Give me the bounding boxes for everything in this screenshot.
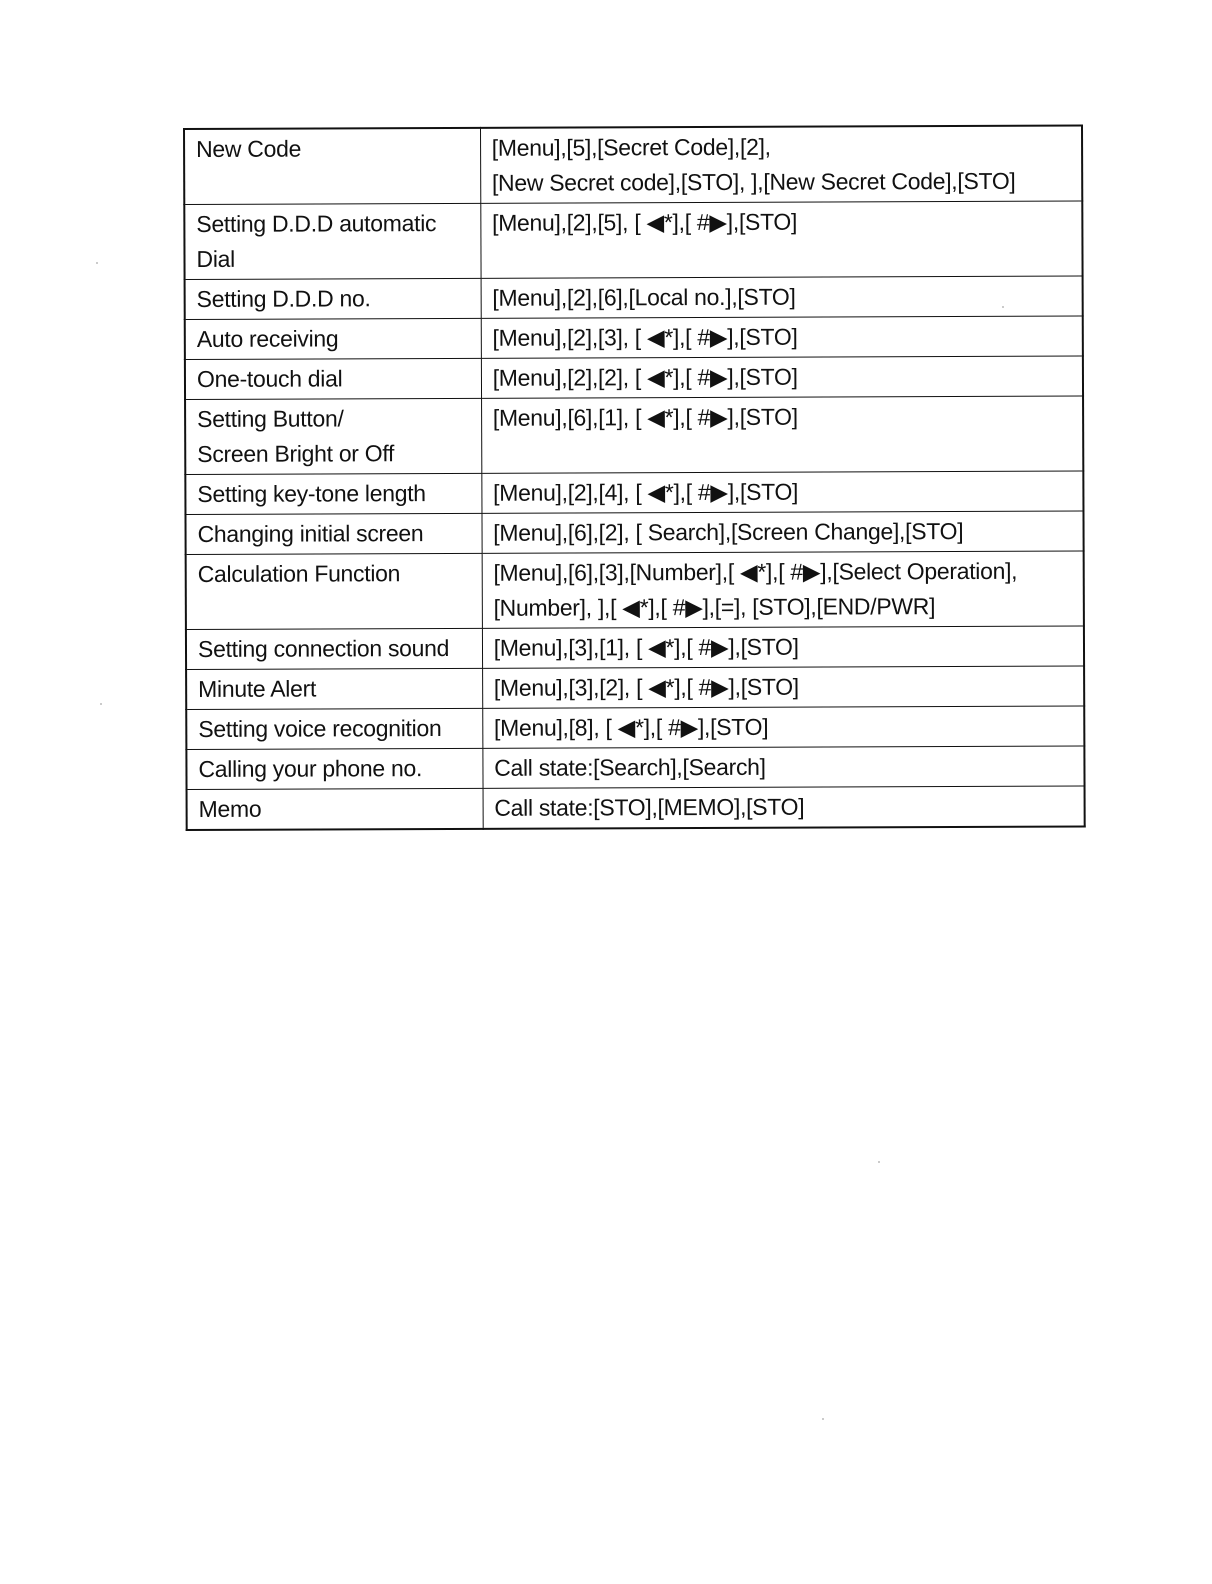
scan-speck: [1002, 306, 1004, 308]
key-sequence-text: [Menu],[6],[3],[Number],[ ◀*],[ #▶],[Select Operation],: [493, 557, 1018, 586]
function-text: Calculation Function: [197, 560, 401, 587]
function-text: Dial: [196, 245, 235, 272]
key-sequence-cell: [480, 126, 1082, 204]
function-text: Setting voice recognition: [198, 715, 442, 742]
key-sequence-cell: [481, 356, 1083, 398]
function-text: Screen Bright or Off: [197, 440, 395, 467]
function-text: Calling your phone no.: [198, 755, 423, 782]
table-row: [185, 396, 1083, 474]
function-cell: [184, 128, 480, 205]
key-sequence-cell: [482, 706, 1084, 748]
table-row: [185, 316, 1083, 359]
key-sequence-text: [Menu],[3],[1], [ ◀*],[ #▶],[STO]: [493, 633, 799, 661]
function-cell: [185, 278, 481, 319]
function-cell: [185, 318, 481, 359]
key-sequence-cell: [482, 626, 1084, 668]
table-row: [184, 201, 1082, 279]
key-sequence-text: [Number], ],[ ◀*],[ #▶],[=], [STO],[END/PWR]: [493, 593, 936, 621]
function-cell: [185, 358, 481, 399]
key-sequence-table: [183, 125, 1086, 831]
key-sequence-cell: [483, 746, 1085, 788]
key-sequence-text: [Menu],[8], [ ◀*],[ #▶],[STO]: [493, 713, 769, 741]
table-body: [184, 126, 1085, 830]
key-sequence-text: [Menu],[6],[2], [ Search],[Screen Change],[STO]: [493, 518, 964, 546]
table-row: [186, 551, 1084, 629]
table-row: [186, 746, 1084, 789]
key-sequence-text: [Menu],[2],[2], [ ◀*],[ #▶],[STO]: [492, 363, 798, 391]
key-sequence-cell: [481, 276, 1083, 318]
table-row: [186, 626, 1084, 669]
table-row: [185, 356, 1083, 399]
key-sequence-cell: [482, 471, 1084, 513]
table-row: [185, 511, 1083, 554]
key-sequence-text: [Menu],[2],[6],[Local no.],[STO]: [492, 283, 796, 311]
function-cell: [186, 668, 482, 709]
scan-speck: [100, 703, 102, 705]
function-cell: [185, 513, 481, 554]
table-row: [187, 786, 1085, 830]
key-sequence-cell: [481, 396, 1083, 473]
key-sequence-text: [Menu],[5],[Secret Code],[2],: [491, 133, 771, 161]
key-sequence-text: Call state:[Search],[Search]: [494, 753, 766, 781]
key-sequence-cell: [483, 786, 1085, 829]
table-row: [185, 276, 1083, 319]
key-sequence-cell: [482, 666, 1084, 708]
key-sequence-text: [New Secret code],[STO], ],[New Secret Code],[STO]: [491, 167, 1016, 196]
function-text: Changing initial screen: [197, 520, 424, 547]
function-text: New Code: [196, 135, 302, 162]
key-sequence-cell: [482, 511, 1084, 553]
function-cell: [186, 553, 482, 629]
scan-speck: [96, 262, 98, 264]
function-text: Setting connection sound: [197, 634, 450, 662]
key-sequence-text: [Menu],[2],[4], [ ◀*],[ #▶],[STO]: [493, 478, 799, 506]
key-sequence-cell: [481, 316, 1083, 358]
key-sequence-text: [Menu],[3],[2], [ ◀*],[ #▶],[STO]: [493, 673, 799, 701]
key-sequence-cell: [482, 551, 1084, 628]
table-row: [186, 706, 1084, 749]
table-row: [185, 471, 1083, 514]
key-sequence-cell: [480, 201, 1082, 278]
scan-speck: [878, 1161, 880, 1163]
function-cell: [185, 473, 481, 514]
function-cell: [186, 628, 482, 669]
function-text: Setting D.D.D automatic: [196, 210, 437, 237]
function-text: Minute Alert: [198, 675, 317, 702]
function-text: Auto receiving: [196, 325, 339, 352]
scan-speck: [822, 1418, 824, 1420]
table-row: [186, 666, 1084, 709]
function-cell: [185, 398, 481, 474]
function-cell: [186, 748, 482, 789]
function-text: Setting D.D.D no.: [196, 285, 371, 312]
function-text: Memo: [198, 795, 262, 822]
key-sequence-text: Call state:[STO],[MEMO],[STO]: [494, 793, 805, 821]
key-sequence-text: [Menu],[2],[5], [ ◀*],[ #▶],[STO]: [492, 208, 798, 236]
key-sequence-text: [Menu],[2],[3], [ ◀*],[ #▶],[STO]: [492, 323, 798, 351]
function-cell: [187, 788, 483, 830]
table-row: [184, 126, 1082, 205]
function-text: One-touch dial: [196, 365, 343, 392]
key-sequence-text: [Menu],[6],[1], [ ◀*],[ #▶],[STO]: [492, 403, 798, 431]
function-text: Setting Button/: [197, 405, 344, 432]
function-text: Setting key-tone length: [197, 480, 426, 507]
function-cell: [186, 708, 482, 749]
function-cell: [184, 203, 480, 279]
